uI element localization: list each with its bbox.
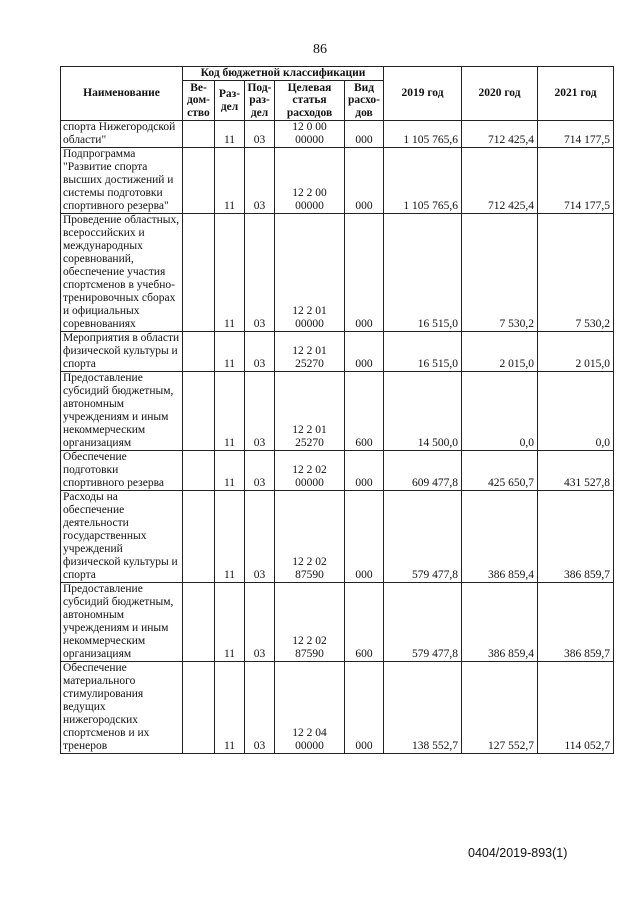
table-header xyxy=(61,67,614,121)
cell-2019: 579 477,8 xyxy=(384,583,462,662)
document-number: 0404/2019-893(1) xyxy=(468,846,568,860)
cell-celevaya-statya: 12 2 01 00000 xyxy=(275,214,345,332)
cell-razdel: 11 xyxy=(215,451,245,491)
cell-2020: 127 552,7 xyxy=(462,662,538,754)
cell-razdel: 11 xyxy=(215,332,245,372)
cell-celevaya-statya: 12 2 02 00000 xyxy=(275,451,345,491)
cell-vedomstvo xyxy=(183,583,215,662)
cell-2021: 714 177,5 xyxy=(538,121,614,148)
cell-vedomstvo xyxy=(183,491,215,583)
cell-celevaya-statya: 12 2 02 87590 xyxy=(275,583,345,662)
cell-celevaya-statya: 12 0 00 00000 xyxy=(275,121,345,148)
table-row xyxy=(61,148,614,214)
cell-2021: 386 859,7 xyxy=(538,583,614,662)
header-podrazdel: Под- раз- дел xyxy=(245,81,275,121)
cell-celevaya-statya: 12 2 00 00000 xyxy=(275,148,345,214)
cell-podrazdel: 03 xyxy=(245,332,275,372)
cell-2021: 7 530,2 xyxy=(538,214,614,332)
cell-celevaya-statya: 12 2 01 25270 xyxy=(275,372,345,451)
cell-name: Предоставление субсидий бюджетным, автономным учреждениям и иным некоммерческим организациям xyxy=(61,372,183,451)
header-classification-group: Код бюджетной классификации xyxy=(183,67,384,81)
header-2021: 2021 год xyxy=(538,67,614,121)
cell-2019: 138 552,7 xyxy=(384,662,462,754)
cell-name: спорта Нижегородской области" xyxy=(61,121,183,148)
cell-name: Мероприятия в области физической культуры и спорта xyxy=(61,332,183,372)
cell-2020: 425 650,7 xyxy=(462,451,538,491)
cell-razdel: 11 xyxy=(215,214,245,332)
cell-razdel: 11 xyxy=(215,583,245,662)
budget-table xyxy=(60,66,614,754)
cell-vid-rashodov: 000 xyxy=(345,332,384,372)
cell-vid-rashodov: 000 xyxy=(345,121,384,148)
cell-2019: 16 515,0 xyxy=(384,332,462,372)
table-row xyxy=(61,372,614,451)
header-razdel: Раз- дел xyxy=(215,81,245,121)
table-row xyxy=(61,332,614,372)
cell-podrazdel: 03 xyxy=(245,662,275,754)
header-vid-rashodov: Вид расхо- дов xyxy=(345,81,384,121)
cell-2020: 386 859,4 xyxy=(462,583,538,662)
cell-razdel: 11 xyxy=(215,491,245,583)
cell-vedomstvo xyxy=(183,662,215,754)
cell-celevaya-statya: 12 2 01 25270 xyxy=(275,332,345,372)
cell-2019: 1 105 765,6 xyxy=(384,148,462,214)
cell-2021: 386 859,7 xyxy=(538,491,614,583)
cell-podrazdel: 03 xyxy=(245,121,275,148)
cell-2020: 386 859,4 xyxy=(462,491,538,583)
cell-2021: 714 177,5 xyxy=(538,148,614,214)
table-row xyxy=(61,662,614,754)
cell-vid-rashodov: 600 xyxy=(345,372,384,451)
cell-podrazdel: 03 xyxy=(245,214,275,332)
cell-vedomstvo xyxy=(183,451,215,491)
cell-podrazdel: 03 xyxy=(245,372,275,451)
table-row xyxy=(61,491,614,583)
cell-vid-rashodov: 000 xyxy=(345,148,384,214)
cell-vid-rashodov: 000 xyxy=(345,451,384,491)
cell-2019: 16 515,0 xyxy=(384,214,462,332)
cell-2020: 7 530,2 xyxy=(462,214,538,332)
cell-vid-rashodov: 000 xyxy=(345,214,384,332)
cell-2020: 2 015,0 xyxy=(462,332,538,372)
cell-vid-rashodov: 000 xyxy=(345,662,384,754)
cell-vedomstvo xyxy=(183,332,215,372)
cell-vid-rashodov: 000 xyxy=(345,491,384,583)
cell-vedomstvo xyxy=(183,214,215,332)
cell-podrazdel: 03 xyxy=(245,148,275,214)
cell-razdel: 11 xyxy=(215,372,245,451)
table-body xyxy=(61,121,614,754)
header-name: Наименование xyxy=(61,67,183,121)
cell-podrazdel: 03 xyxy=(245,491,275,583)
cell-razdel: 11 xyxy=(215,662,245,754)
cell-name: Проведение областных, всероссийских и международных соревнований, обеспечение участия спортсменов в учебно- тренировочных сборах и официальных соревнованиях xyxy=(61,214,183,332)
cell-2021: 114 052,7 xyxy=(538,662,614,754)
header-2019: 2019 год xyxy=(384,67,462,121)
cell-vedomstvo xyxy=(183,372,215,451)
cell-2021: 0,0 xyxy=(538,372,614,451)
table-row xyxy=(61,583,614,662)
cell-podrazdel: 03 xyxy=(245,583,275,662)
cell-name: Предоставление субсидий бюджетным, автономным учреждениям и иным некоммерческим организациям xyxy=(61,583,183,662)
cell-name: Подпрограмма "Развитие спорта высших достижений и системы подготовки спортивного резерва" xyxy=(61,148,183,214)
cell-2019: 609 477,8 xyxy=(384,451,462,491)
cell-2019: 14 500,0 xyxy=(384,372,462,451)
header-celevaya-statya: Целевая статья расходов xyxy=(275,81,345,121)
cell-razdel: 11 xyxy=(215,121,245,148)
cell-2020: 712 425,4 xyxy=(462,148,538,214)
cell-vid-rashodov: 600 xyxy=(345,583,384,662)
cell-2021: 431 527,8 xyxy=(538,451,614,491)
cell-vedomstvo xyxy=(183,148,215,214)
cell-celevaya-statya: 12 2 02 87590 xyxy=(275,491,345,583)
cell-2020: 0,0 xyxy=(462,372,538,451)
cell-name: Обеспечение материального стимулирования ведущих нижегородских спортсменов и их тренеров xyxy=(61,662,183,754)
cell-2019: 1 105 765,6 xyxy=(384,121,462,148)
header-2020: 2020 год xyxy=(462,67,538,121)
cell-2020: 712 425,4 xyxy=(462,121,538,148)
cell-razdel: 11 xyxy=(215,148,245,214)
cell-name: Обеспечение подготовки спортивного резерва xyxy=(61,451,183,491)
table-row xyxy=(61,121,614,148)
table-row xyxy=(61,451,614,491)
cell-podrazdel: 03 xyxy=(245,451,275,491)
cell-vedomstvo xyxy=(183,121,215,148)
cell-name: Расходы на обеспечение деятельности государственных учреждений физической культуры и спорта xyxy=(61,491,183,583)
cell-celevaya-statya: 12 2 04 00000 xyxy=(275,662,345,754)
cell-2019: 579 477,8 xyxy=(384,491,462,583)
cell-2021: 2 015,0 xyxy=(538,332,614,372)
header-vedomstvo: Ве- дом- ство xyxy=(183,81,215,121)
table-row xyxy=(61,214,614,332)
page-number: 86 xyxy=(313,42,327,57)
